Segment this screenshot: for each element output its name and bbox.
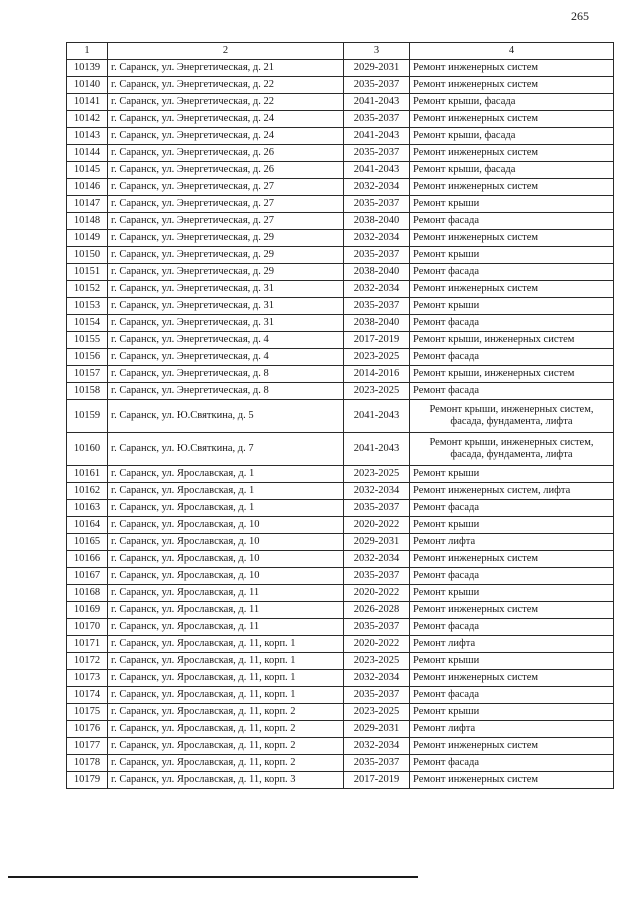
address-cell: г. Саранск, ул. Ярославская, д. 11, корп. 1 [108,653,344,670]
row-number-cell: 10159 [67,400,108,433]
row-number-cell: 10160 [67,433,108,466]
period-cell: 2023-2025 [344,704,410,721]
work-type-cell: Ремонт инженерных систем [410,602,614,619]
table-row [67,400,614,433]
table-row [67,298,614,315]
period-cell: 2035-2037 [344,500,410,517]
table-row [67,94,614,111]
row-number-cell: 10178 [67,755,108,772]
table-row [67,383,614,400]
row-number-cell: 10173 [67,670,108,687]
work-type-cell: Ремонт лифта [410,721,614,738]
work-type-cell: Ремонт фасада [410,500,614,517]
period-cell: 2038-2040 [344,213,410,230]
address-cell: г. Саранск, ул. Энергетическая, д. 27 [108,213,344,230]
period-cell: 2041-2043 [344,433,410,466]
period-cell: 2041-2043 [344,162,410,179]
address-cell: г. Саранск, ул. Ярославская, д. 11, корп. 2 [108,755,344,772]
row-number-cell: 10147 [67,196,108,213]
table-row [67,77,614,94]
address-cell: г. Саранск, ул. Энергетическая, д. 4 [108,349,344,366]
row-number-cell: 10166 [67,551,108,568]
table-body [67,60,614,789]
table-row [67,60,614,77]
period-cell: 2032-2034 [344,230,410,247]
row-number-cell: 10140 [67,77,108,94]
address-cell: г. Саранск, ул. Энергетическая, д. 24 [108,128,344,145]
period-cell: 2023-2025 [344,383,410,400]
row-number-cell: 10170 [67,619,108,636]
work-type-cell: Ремонт инженерных систем [410,551,614,568]
row-number-cell: 10175 [67,704,108,721]
row-number-cell: 10179 [67,772,108,789]
row-number-cell: 10146 [67,179,108,196]
row-number-cell: 10171 [67,636,108,653]
period-cell: 2029-2031 [344,534,410,551]
address-cell: г. Саранск, ул. Ярославская, д. 11 [108,602,344,619]
table-row [67,315,614,332]
table-row [67,111,614,128]
table-row [67,568,614,585]
row-number-cell: 10165 [67,534,108,551]
address-cell: г. Саранск, ул. Ярославская, д. 1 [108,500,344,517]
row-number-cell: 10156 [67,349,108,366]
work-type-text: Ремонт крыши, инженерных систем, фасада, фундамента, лифта [429,436,594,460]
address-cell: г. Саранск, ул. Энергетическая, д. 27 [108,179,344,196]
work-type-cell: Ремонт инженерных систем [410,738,614,755]
table-row [67,483,614,500]
work-type-cell: Ремонт лифта [410,534,614,551]
column-header-3: 3 [344,43,410,60]
row-number-cell: 10161 [67,466,108,483]
period-cell: 2035-2037 [344,755,410,772]
table-row [67,128,614,145]
header-row [67,43,614,60]
table-row [67,585,614,602]
row-number-cell: 10164 [67,517,108,534]
row-number-cell: 10176 [67,721,108,738]
period-cell: 2035-2037 [344,111,410,128]
address-cell: г. Саранск, ул. Энергетическая, д. 31 [108,298,344,315]
work-type-cell: Ремонт крыши [410,298,614,315]
period-cell: 2035-2037 [344,77,410,94]
work-type-cell [410,433,614,466]
table-row [67,704,614,721]
row-number-cell: 10172 [67,653,108,670]
address-cell: г. Саранск, ул. Ярославская, д. 10 [108,551,344,568]
work-type-cell: Ремонт инженерных систем [410,60,614,77]
period-cell: 2032-2034 [344,483,410,500]
table-row [67,551,614,568]
table-row [67,517,614,534]
address-cell: г. Саранск, ул. Энергетическая, д. 8 [108,383,344,400]
table-row [67,755,614,772]
table-row [67,738,614,755]
work-type-cell: Ремонт инженерных систем, лифта [410,483,614,500]
period-cell: 2032-2034 [344,670,410,687]
row-number-cell: 10143 [67,128,108,145]
table-row [67,179,614,196]
table-row [67,247,614,264]
table-row [67,636,614,653]
row-number-cell: 10154 [67,315,108,332]
work-type-cell: Ремонт фасада [410,349,614,366]
address-cell: г. Саранск, ул. Энергетическая, д. 22 [108,77,344,94]
period-cell: 2032-2034 [344,551,410,568]
table-row [67,653,614,670]
work-type-cell: Ремонт крыши, фасада [410,128,614,145]
period-cell: 2035-2037 [344,247,410,264]
address-cell: г. Саранск, ул. Ярославская, д. 11 [108,585,344,602]
row-number-cell: 10150 [67,247,108,264]
address-cell: г. Саранск, ул. Ярославская, д. 1 [108,466,344,483]
period-cell: 2041-2043 [344,128,410,145]
row-number-cell: 10174 [67,687,108,704]
period-cell: 2020-2022 [344,636,410,653]
period-cell: 2017-2019 [344,332,410,349]
period-cell: 2026-2028 [344,602,410,619]
row-number-cell: 10142 [67,111,108,128]
work-type-cell: Ремонт фасада [410,264,614,281]
row-number-cell: 10177 [67,738,108,755]
work-type-cell: Ремонт крыши [410,704,614,721]
period-cell: 2038-2040 [344,315,410,332]
row-number-cell: 10149 [67,230,108,247]
work-type-cell: Ремонт фасада [410,213,614,230]
work-type-cell: Ремонт крыши, инженерных систем [410,332,614,349]
table-row [67,145,614,162]
address-cell: г. Саранск, ул. Энергетическая, д. 29 [108,247,344,264]
bottom-rule [8,876,418,878]
period-cell: 2035-2037 [344,145,410,162]
table-row [67,230,614,247]
period-cell: 2023-2025 [344,653,410,670]
period-cell: 2017-2019 [344,772,410,789]
table-row [67,534,614,551]
table-row [67,772,614,789]
page-number: 265 [571,9,589,23]
work-type-cell: Ремонт крыши [410,247,614,264]
work-type-cell: Ремонт фасада [410,315,614,332]
work-type-cell: Ремонт инженерных систем [410,179,614,196]
address-cell: г. Саранск, ул. Ю.Святкина, д. 5 [108,400,344,433]
table-row [67,264,614,281]
row-number-cell: 10162 [67,483,108,500]
table-row [67,687,614,704]
row-number-cell: 10141 [67,94,108,111]
address-cell: г. Саранск, ул. Ю.Святкина, д. 7 [108,433,344,466]
column-header-4: 4 [410,43,614,60]
row-number-cell: 10157 [67,366,108,383]
address-cell: г. Саранск, ул. Энергетическая, д. 26 [108,145,344,162]
address-cell: г. Саранск, ул. Ярославская, д. 1 [108,483,344,500]
work-type-cell: Ремонт лифта [410,636,614,653]
table-row [67,433,614,466]
address-cell: г. Саранск, ул. Энергетическая, д. 31 [108,281,344,298]
table-header [67,43,614,60]
table-row [67,332,614,349]
address-cell: г. Саранск, ул. Ярославская, д. 11, корп. 1 [108,636,344,653]
row-number-cell: 10153 [67,298,108,315]
table-row [67,213,614,230]
period-cell: 2035-2037 [344,298,410,315]
work-type-cell: Ремонт крыши, фасада [410,94,614,111]
row-number-cell: 10151 [67,264,108,281]
address-cell: г. Саранск, ул. Ярославская, д. 11, корп. 1 [108,670,344,687]
row-number-cell: 10139 [67,60,108,77]
period-cell: 2038-2040 [344,264,410,281]
table-row [67,349,614,366]
period-cell: 2020-2022 [344,585,410,602]
address-cell: г. Саранск, ул. Ярославская, д. 10 [108,534,344,551]
row-number-cell: 10168 [67,585,108,602]
work-type-cell: Ремонт крыши [410,517,614,534]
work-type-cell: Ремонт инженерных систем [410,111,614,128]
address-cell: г. Саранск, ул. Энергетическая, д. 29 [108,264,344,281]
work-type-cell: Ремонт инженерных систем [410,230,614,247]
table-row [67,721,614,738]
work-type-cell: Ремонт фасада [410,568,614,585]
work-type-cell: Ремонт инженерных систем [410,670,614,687]
period-cell: 2014-2016 [344,366,410,383]
address-cell: г. Саранск, ул. Энергетическая, д. 22 [108,94,344,111]
work-type-cell: Ремонт фасада [410,383,614,400]
work-type-cell: Ремонт крыши, инженерных систем [410,366,614,383]
work-type-cell: Ремонт инженерных систем [410,772,614,789]
row-number-cell: 10169 [67,602,108,619]
work-type-cell: Ремонт инженерных систем [410,77,614,94]
row-number-cell: 10155 [67,332,108,349]
table-row [67,466,614,483]
period-cell: 2029-2031 [344,721,410,738]
work-type-cell: Ремонт инженерных систем [410,145,614,162]
period-cell: 2032-2034 [344,738,410,755]
period-cell: 2023-2025 [344,349,410,366]
address-cell: г. Саранск, ул. Энергетическая, д. 4 [108,332,344,349]
address-cell: г. Саранск, ул. Ярославская, д. 11, корп. 2 [108,704,344,721]
repair-schedule-table [66,42,614,789]
work-type-cell: Ремонт крыши, фасада [410,162,614,179]
row-number-cell: 10144 [67,145,108,162]
table-row [67,500,614,517]
period-cell: 2020-2022 [344,517,410,534]
work-type-cell: Ремонт фасада [410,619,614,636]
work-type-cell: Ремонт крыши [410,196,614,213]
table-row [67,196,614,213]
address-cell: г. Саранск, ул. Ярославская, д. 10 [108,568,344,585]
period-cell: 2035-2037 [344,687,410,704]
address-cell: г. Саранск, ул. Энергетическая, д. 21 [108,60,344,77]
work-type-cell [410,400,614,433]
address-cell: г. Саранск, ул. Ярославская, д. 11, корп. 1 [108,687,344,704]
column-header-1: 1 [67,43,108,60]
address-cell: г. Саранск, ул. Ярославская, д. 11, корп. 3 [108,772,344,789]
address-cell: г. Саранск, ул. Энергетическая, д. 29 [108,230,344,247]
table-row [67,670,614,687]
period-cell: 2029-2031 [344,60,410,77]
period-cell: 2032-2034 [344,281,410,298]
address-cell: г. Саранск, ул. Ярославская, д. 11, корп. 2 [108,721,344,738]
work-type-cell: Ремонт крыши [410,653,614,670]
table-row [67,281,614,298]
table-row [67,619,614,636]
row-number-cell: 10158 [67,383,108,400]
table-row [67,366,614,383]
row-number-cell: 10163 [67,500,108,517]
row-number-cell: 10152 [67,281,108,298]
address-cell: г. Саранск, ул. Энергетическая, д. 27 [108,196,344,213]
address-cell: г. Саранск, ул. Энергетическая, д. 31 [108,315,344,332]
address-cell: г. Саранск, ул. Ярославская, д. 11 [108,619,344,636]
period-cell: 2035-2037 [344,568,410,585]
column-header-2: 2 [108,43,344,60]
row-number-cell: 10148 [67,213,108,230]
address-cell: г. Саранск, ул. Энергетическая, д. 8 [108,366,344,383]
work-type-text: Ремонт крыши, инженерных систем, фасада, фундамента, лифта [429,403,594,427]
work-type-cell: Ремонт крыши [410,585,614,602]
period-cell: 2041-2043 [344,94,410,111]
table-row [67,162,614,179]
table-row [67,602,614,619]
period-cell: 2035-2037 [344,619,410,636]
address-cell: г. Саранск, ул. Ярославская, д. 10 [108,517,344,534]
row-number-cell: 10145 [67,162,108,179]
period-cell: 2035-2037 [344,196,410,213]
period-cell: 2041-2043 [344,400,410,433]
address-cell: г. Саранск, ул. Ярославская, д. 11, корп. 2 [108,738,344,755]
address-cell: г. Саранск, ул. Энергетическая, д. 26 [108,162,344,179]
work-type-cell: Ремонт инженерных систем [410,281,614,298]
period-cell: 2032-2034 [344,179,410,196]
period-cell: 2023-2025 [344,466,410,483]
work-type-cell: Ремонт крыши [410,466,614,483]
work-type-cell: Ремонт фасада [410,687,614,704]
address-cell: г. Саранск, ул. Энергетическая, д. 24 [108,111,344,128]
work-type-cell: Ремонт фасада [410,755,614,772]
row-number-cell: 10167 [67,568,108,585]
